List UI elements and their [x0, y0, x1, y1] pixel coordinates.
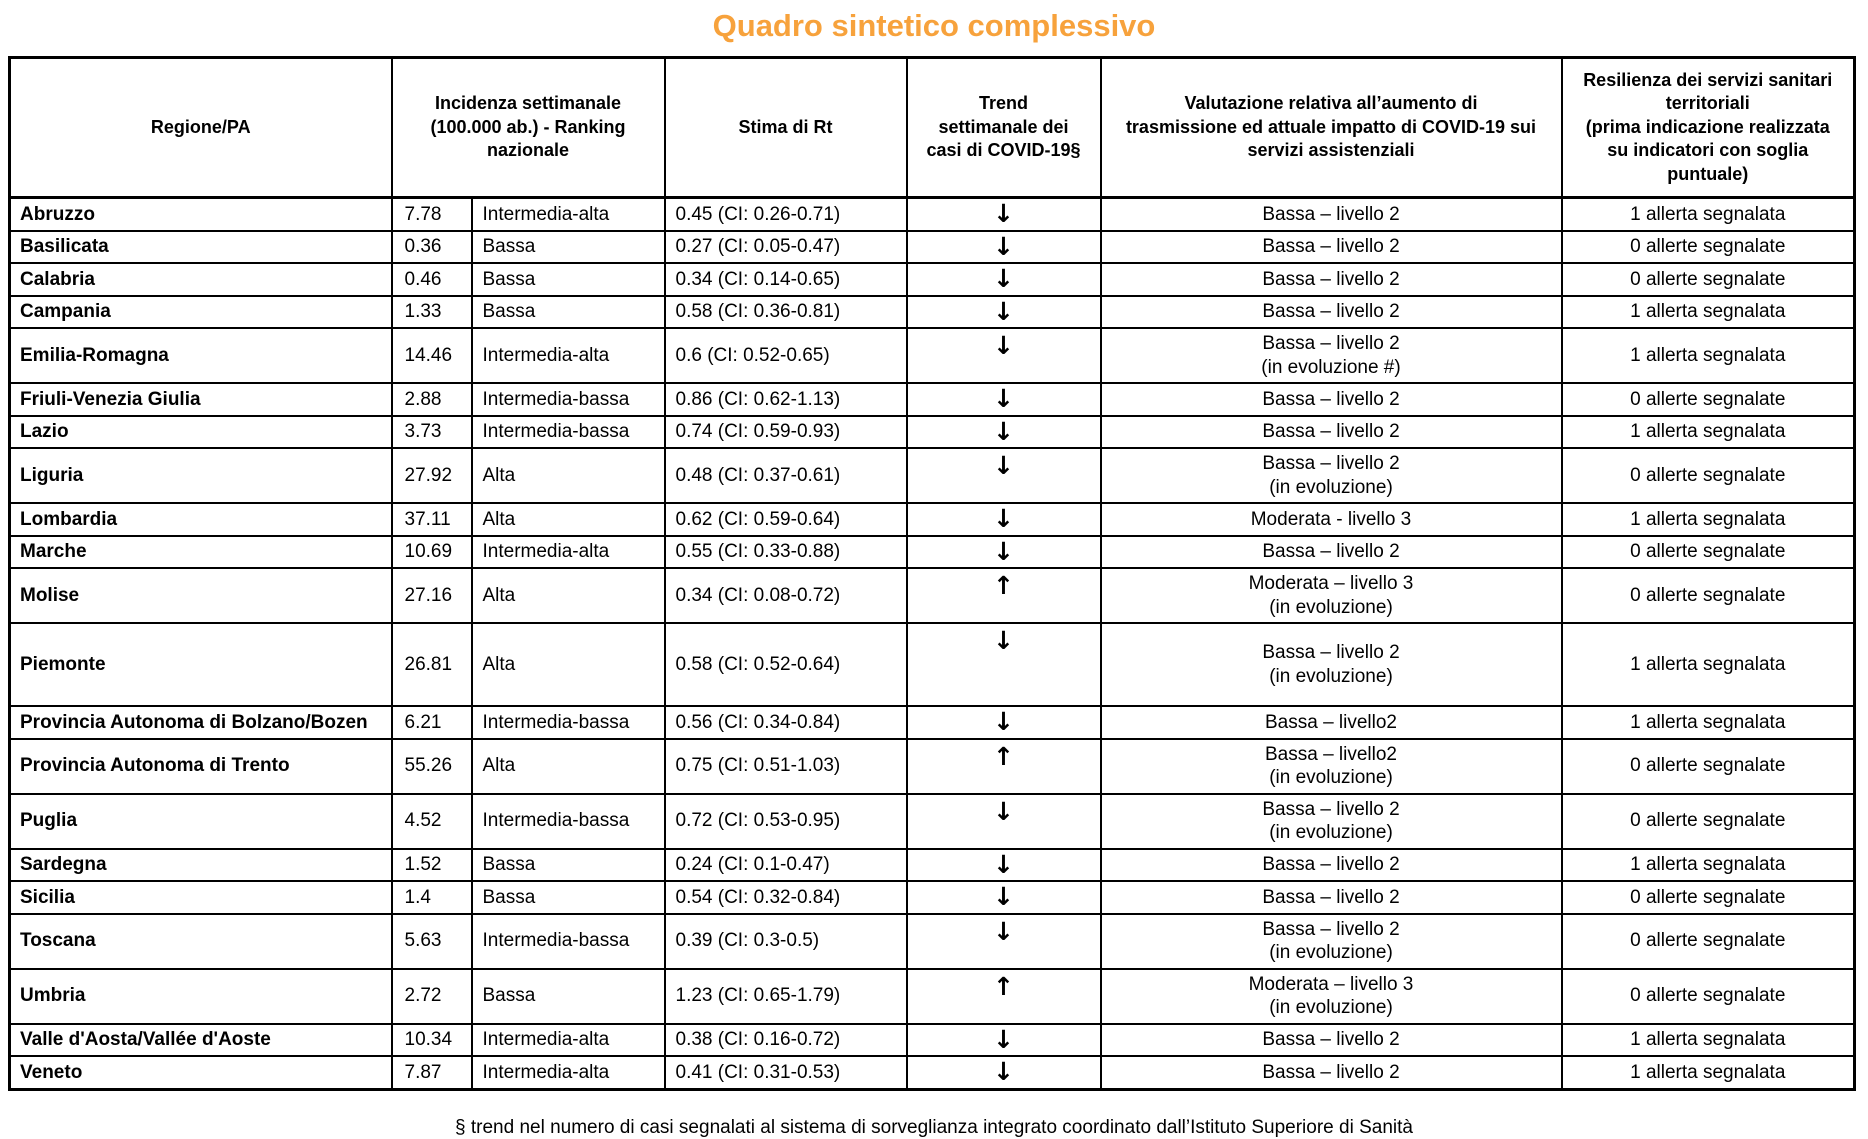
valutazione-cell	[1101, 263, 1562, 296]
table-row	[10, 263, 1855, 296]
region-cell: Sicilia	[10, 881, 392, 914]
table-row	[10, 623, 1855, 706]
incidence-ranking-cell: Bassa	[472, 231, 665, 264]
rt-estimate-cell: 0.56 (CI: 0.34-0.84)	[665, 706, 907, 739]
region-cell: Emilia-Romagna	[10, 328, 392, 383]
rt-estimate-cell: 0.27 (CI: 0.05-0.47)	[665, 231, 907, 264]
region-cell: Veneto	[10, 1056, 392, 1089]
valutazione-cell	[1101, 198, 1562, 231]
table-row	[10, 448, 1855, 503]
col-header-resilienza	[1562, 58, 1855, 198]
region-cell: Piemonte	[10, 623, 392, 706]
region-cell: Abruzzo	[10, 198, 392, 231]
valutazione-cell	[1101, 328, 1562, 383]
header-line: nazionale	[486, 140, 570, 161]
incidence-ranking-cell: Alta	[472, 623, 665, 706]
valutazione-cell	[1101, 969, 1562, 1024]
valutazione-line1: Bassa – livello 2	[1262, 333, 1400, 355]
table-header	[10, 58, 1855, 198]
incidence-ranking-cell: Intermedia-alta	[472, 536, 665, 569]
valutazione-line1: Bassa – livello2	[1264, 711, 1398, 733]
valutazione-line1: Moderata - livello 3	[1250, 508, 1412, 530]
table-row	[10, 881, 1855, 914]
col-header-incidence	[392, 58, 665, 198]
region-cell: Molise	[10, 568, 392, 623]
table-row	[10, 969, 1855, 1024]
incidence-value-cell: 1.4	[392, 881, 472, 914]
incidence-value-cell: 26.81	[392, 623, 472, 706]
col-header-region	[10, 58, 392, 198]
header-line: trasmissione ed attuale impatto di COVID-19 sui	[1125, 116, 1537, 137]
table-row	[10, 914, 1855, 969]
rt-estimate-cell: 0.74 (CI: 0.59-0.93)	[665, 416, 907, 449]
trend-arrow-icon: ↓	[907, 416, 1101, 449]
table-row	[10, 383, 1855, 416]
footnote: § trend nel numero di casi segnalati al sistema di sorveglianza integrato coordinato dall’Istituto Superiore di Sanità	[455, 1116, 1413, 1138]
valutazione-cell	[1101, 296, 1562, 329]
valutazione-cell	[1101, 849, 1562, 882]
incidence-value-cell: 3.73	[392, 416, 472, 449]
trend-arrow-icon: ↓	[907, 1024, 1101, 1057]
incidence-ranking-cell: Intermedia-alta	[472, 328, 665, 383]
rt-estimate-cell: 0.86 (CI: 0.62-1.13)	[665, 383, 907, 416]
incidence-value-cell: 0.36	[392, 231, 472, 264]
table-row	[10, 503, 1855, 536]
resilience-cell: 0 allerte segnalate	[1562, 448, 1855, 503]
trend-arrow-icon: ↓	[907, 503, 1101, 536]
rt-estimate-cell: 0.39 (CI: 0.3-0.5)	[665, 914, 907, 969]
table-row	[10, 416, 1855, 449]
rt-estimate-cell: 0.38 (CI: 0.16-0.72)	[665, 1024, 907, 1057]
valutazione-cell	[1101, 416, 1562, 449]
resilience-cell: 1 allerta segnalata	[1562, 849, 1855, 882]
incidence-ranking-cell: Intermedia-alta	[472, 1024, 665, 1057]
incidence-ranking-cell: Intermedia-bassa	[472, 706, 665, 739]
resilience-cell: 0 allerte segnalate	[1562, 383, 1855, 416]
incidence-ranking-cell: Alta	[472, 448, 665, 503]
rt-estimate-cell: 1.23 (CI: 0.65-1.79)	[665, 969, 907, 1024]
resilience-cell: 0 allerte segnalate	[1562, 881, 1855, 914]
valutazione-cell	[1101, 231, 1562, 264]
table-row	[10, 296, 1855, 329]
summary-table	[8, 56, 1856, 1091]
table-row	[10, 536, 1855, 569]
region-cell: Calabria	[10, 263, 392, 296]
trend-arrow-icon: ↓	[907, 1056, 1101, 1089]
incidence-ranking-cell: Intermedia-alta	[472, 198, 665, 231]
resilience-cell: 1 allerta segnalata	[1562, 198, 1855, 231]
valutazione-cell	[1101, 1056, 1562, 1089]
valutazione-line2: (in evoluzione)	[1269, 665, 1393, 687]
rt-estimate-cell: 0.58 (CI: 0.52-0.64)	[665, 623, 907, 706]
header-line: su indicatori con soglia	[1607, 140, 1809, 161]
rt-estimate-cell: 0.72 (CI: 0.53-0.95)	[665, 794, 907, 849]
header-line: casi di COVID-19§	[926, 140, 1081, 161]
rt-estimate-cell: 0.62 (CI: 0.59-0.64)	[665, 503, 907, 536]
rt-estimate-cell: 0.55 (CI: 0.33-0.88)	[665, 536, 907, 569]
valutazione-line2: (in evoluzione)	[1269, 596, 1393, 618]
trend-arrow-icon: ↑	[907, 568, 1101, 623]
incidence-value-cell: 4.52	[392, 794, 472, 849]
incidence-ranking-cell: Alta	[472, 568, 665, 623]
region-cell: Provincia Autonoma di Bolzano/Bozen	[10, 706, 392, 739]
rt-estimate-cell: 0.58 (CI: 0.36-0.81)	[665, 296, 907, 329]
valutazione-line1: Moderata – livello 3	[1248, 573, 1414, 595]
table-row	[10, 739, 1855, 794]
incidence-ranking-cell: Intermedia-bassa	[472, 914, 665, 969]
incidence-ranking-cell: Bassa	[472, 263, 665, 296]
valutazione-cell	[1101, 383, 1562, 416]
resilience-cell: 1 allerta segnalata	[1562, 706, 1855, 739]
valutazione-line1: Bassa – livello 2	[1262, 798, 1400, 820]
trend-arrow-icon: ↓	[907, 849, 1101, 882]
trend-arrow-icon: ↑	[907, 969, 1101, 1024]
resilience-cell: 1 allerta segnalata	[1562, 416, 1855, 449]
region-cell: Toscana	[10, 914, 392, 969]
header-row	[10, 58, 1855, 198]
incidence-ranking-cell: Alta	[472, 503, 665, 536]
header-line: servizi assistenziali	[1247, 140, 1415, 161]
col-header-valutazione	[1101, 58, 1562, 198]
region-cell: Umbria	[10, 969, 392, 1024]
resilience-cell: 1 allerta segnalata	[1562, 328, 1855, 383]
valutazione-cell	[1101, 448, 1562, 503]
incidence-value-cell: 27.92	[392, 448, 472, 503]
trend-arrow-icon: ↑	[907, 739, 1101, 794]
page-title: Quadro sintetico complessivo	[712, 8, 1156, 43]
trend-arrow-icon: ↓	[907, 328, 1101, 383]
table-row	[10, 231, 1855, 264]
valutazione-line1: Bassa – livello2	[1264, 743, 1398, 765]
rt-estimate-cell: 0.48 (CI: 0.37-0.61)	[665, 448, 907, 503]
incidence-value-cell: 7.87	[392, 1056, 472, 1089]
valutazione-line1: Moderata – livello 3	[1248, 973, 1414, 995]
rt-estimate-cell: 0.75 (CI: 0.51-1.03)	[665, 739, 907, 794]
table-row	[10, 794, 1855, 849]
header-line: Trend	[978, 93, 1028, 114]
valutazione-cell	[1101, 536, 1562, 569]
region-cell: Campania	[10, 296, 392, 329]
incidence-value-cell: 27.16	[392, 568, 472, 623]
resilience-cell: 0 allerte segnalate	[1562, 739, 1855, 794]
valutazione-line1: Bassa – livello 2	[1262, 1061, 1400, 1083]
table-row	[10, 198, 1855, 231]
incidence-value-cell: 6.21	[392, 706, 472, 739]
trend-arrow-icon: ↓	[907, 383, 1101, 416]
incidence-value-cell: 5.63	[392, 914, 472, 969]
valutazione-line2: (in evoluzione)	[1269, 942, 1393, 963]
resilience-cell: 1 allerta segnalata	[1562, 296, 1855, 329]
region-cell: Lazio	[10, 416, 392, 449]
incidence-value-cell: 10.69	[392, 536, 472, 569]
trend-arrow-icon: ↓	[907, 263, 1101, 296]
valutazione-cell	[1101, 1024, 1562, 1057]
header-line: puntuale)	[1667, 163, 1749, 184]
incidence-ranking-cell: Bassa	[472, 296, 665, 329]
col-header-rt	[665, 58, 907, 198]
header-line: (prima indicazione realizzata	[1585, 116, 1830, 137]
region-cell: Marche	[10, 536, 392, 569]
resilience-cell: 0 allerte segnalate	[1562, 536, 1855, 569]
valutazione-line1: Bassa – livello 2	[1262, 1029, 1400, 1051]
resilience-cell: 0 allerte segnalate	[1562, 568, 1855, 623]
incidence-value-cell: 7.78	[392, 198, 472, 231]
region-cell: Basilicata	[10, 231, 392, 264]
rt-estimate-cell: 0.34 (CI: 0.14-0.65)	[665, 263, 907, 296]
trend-arrow-icon: ↓	[907, 296, 1101, 329]
incidence-ranking-cell: Intermedia-bassa	[472, 416, 665, 449]
header-line: Regione/PA	[150, 116, 251, 137]
trend-arrow-icon: ↓	[907, 623, 1101, 706]
valutazione-line1: Bassa – livello 2	[1262, 886, 1400, 908]
incidence-value-cell: 1.33	[392, 296, 472, 329]
valutazione-cell	[1101, 881, 1562, 914]
valutazione-line1: Bassa – livello 2	[1262, 236, 1400, 258]
incidence-value-cell: 55.26	[392, 739, 472, 794]
table-body	[10, 198, 1855, 1090]
header-line: settimanale dei	[938, 116, 1069, 137]
valutazione-line1: Bassa – livello 2	[1262, 421, 1400, 443]
table-row	[10, 328, 1855, 383]
valutazione-line1: Bassa – livello 2	[1262, 388, 1400, 410]
rt-estimate-cell: 0.24 (CI: 0.1-0.47)	[665, 849, 907, 882]
resilience-cell: 0 allerte segnalate	[1562, 231, 1855, 264]
trend-arrow-icon: ↓	[907, 536, 1101, 569]
incidence-ranking-cell: Intermedia-alta	[472, 1056, 665, 1089]
incidence-ranking-cell: Intermedia-bassa	[472, 383, 665, 416]
valutazione-line1: Bassa – livello 2	[1262, 642, 1400, 664]
valutazione-line2: (in evoluzione)	[1269, 767, 1393, 788]
incidence-value-cell: 0.46	[392, 263, 472, 296]
header-line: Valutazione relativa all’aumento di	[1184, 93, 1478, 114]
region-cell: Valle d'Aosta/Vallée d'Aoste	[10, 1024, 392, 1057]
trend-arrow-icon: ↓	[907, 231, 1101, 264]
valutazione-cell	[1101, 568, 1562, 623]
resilience-cell: 0 allerte segnalate	[1562, 969, 1855, 1024]
valutazione-cell	[1101, 706, 1562, 739]
valutazione-cell	[1101, 623, 1562, 706]
col-header-trend	[907, 58, 1101, 198]
region-cell: Lombardia	[10, 503, 392, 536]
valutazione-line2: (in evoluzione)	[1269, 997, 1393, 1018]
valutazione-cell	[1101, 503, 1562, 536]
header-line: Incidenza settimanale	[434, 93, 622, 114]
trend-arrow-icon: ↓	[907, 198, 1101, 231]
trend-arrow-icon: ↓	[907, 914, 1101, 969]
header-line: territoriali	[1665, 93, 1750, 114]
region-cell: Provincia Autonoma di Trento	[10, 739, 392, 794]
header-line: Resilienza dei servizi sanitari	[1583, 70, 1833, 91]
table-row	[10, 1056, 1855, 1089]
region-cell: Sardegna	[10, 849, 392, 882]
incidence-value-cell: 37.11	[392, 503, 472, 536]
resilience-cell: 1 allerta segnalata	[1562, 1024, 1855, 1057]
resilience-cell: 1 allerta segnalata	[1562, 623, 1855, 706]
valutazione-line1: Bassa – livello 2	[1262, 918, 1400, 940]
trend-arrow-icon: ↓	[907, 794, 1101, 849]
valutazione-line1: Bassa – livello 2	[1262, 854, 1400, 876]
valutazione-line2: (in evoluzione)	[1269, 476, 1393, 498]
valutazione-line2: (in evoluzione #)	[1261, 356, 1401, 378]
header-line: (100.000 ab.) - Ranking	[430, 116, 626, 137]
rt-estimate-cell: 0.6 (CI: 0.52-0.65)	[665, 328, 907, 383]
valutazione-cell	[1101, 914, 1562, 969]
valutazione-line1: Bassa – livello 2	[1262, 301, 1400, 323]
valutazione-line2: (in evoluzione)	[1269, 822, 1393, 843]
incidence-ranking-cell: Alta	[472, 739, 665, 794]
incidence-value-cell: 10.34	[392, 1024, 472, 1057]
rt-estimate-cell: 0.45 (CI: 0.26-0.71)	[665, 198, 907, 231]
incidence-ranking-cell: Bassa	[472, 849, 665, 882]
incidence-value-cell: 1.52	[392, 849, 472, 882]
incidence-ranking-cell: Bassa	[472, 881, 665, 914]
region-cell: Liguria	[10, 448, 392, 503]
resilience-cell: 1 allerta segnalata	[1562, 503, 1855, 536]
table-row	[10, 1024, 1855, 1057]
resilience-cell: 0 allerte segnalate	[1562, 794, 1855, 849]
valutazione-line1: Bassa – livello 2	[1262, 453, 1400, 475]
valutazione-line1: Bassa – livello 2	[1262, 541, 1400, 563]
header-line: Stima di Rt	[738, 116, 833, 137]
valutazione-line1: Bassa – livello 2	[1262, 268, 1400, 290]
incidence-ranking-cell: Intermedia-bassa	[472, 794, 665, 849]
incidence-value-cell: 2.88	[392, 383, 472, 416]
rt-estimate-cell: 0.34 (CI: 0.08-0.72)	[665, 568, 907, 623]
valutazione-cell	[1101, 739, 1562, 794]
table-row	[10, 849, 1855, 882]
resilience-cell: 1 allerta segnalata	[1562, 1056, 1855, 1089]
region-cell: Friuli-Venezia Giulia	[10, 383, 392, 416]
valutazione-line1: Bassa – livello 2	[1262, 203, 1400, 225]
resilience-cell: 0 allerte segnalate	[1562, 263, 1855, 296]
incidence-value-cell: 14.46	[392, 328, 472, 383]
rt-estimate-cell: 0.41 (CI: 0.31-0.53)	[665, 1056, 907, 1089]
table-row	[10, 568, 1855, 623]
rt-estimate-cell: 0.54 (CI: 0.32-0.84)	[665, 881, 907, 914]
region-cell: Puglia	[10, 794, 392, 849]
incidence-ranking-cell: Bassa	[472, 969, 665, 1024]
trend-arrow-icon: ↓	[907, 706, 1101, 739]
trend-arrow-icon: ↓	[907, 881, 1101, 914]
table-row	[10, 706, 1855, 739]
incidence-value-cell: 2.72	[392, 969, 472, 1024]
resilience-cell: 0 allerte segnalate	[1562, 914, 1855, 969]
trend-arrow-icon: ↓	[907, 448, 1101, 503]
valutazione-cell	[1101, 794, 1562, 849]
